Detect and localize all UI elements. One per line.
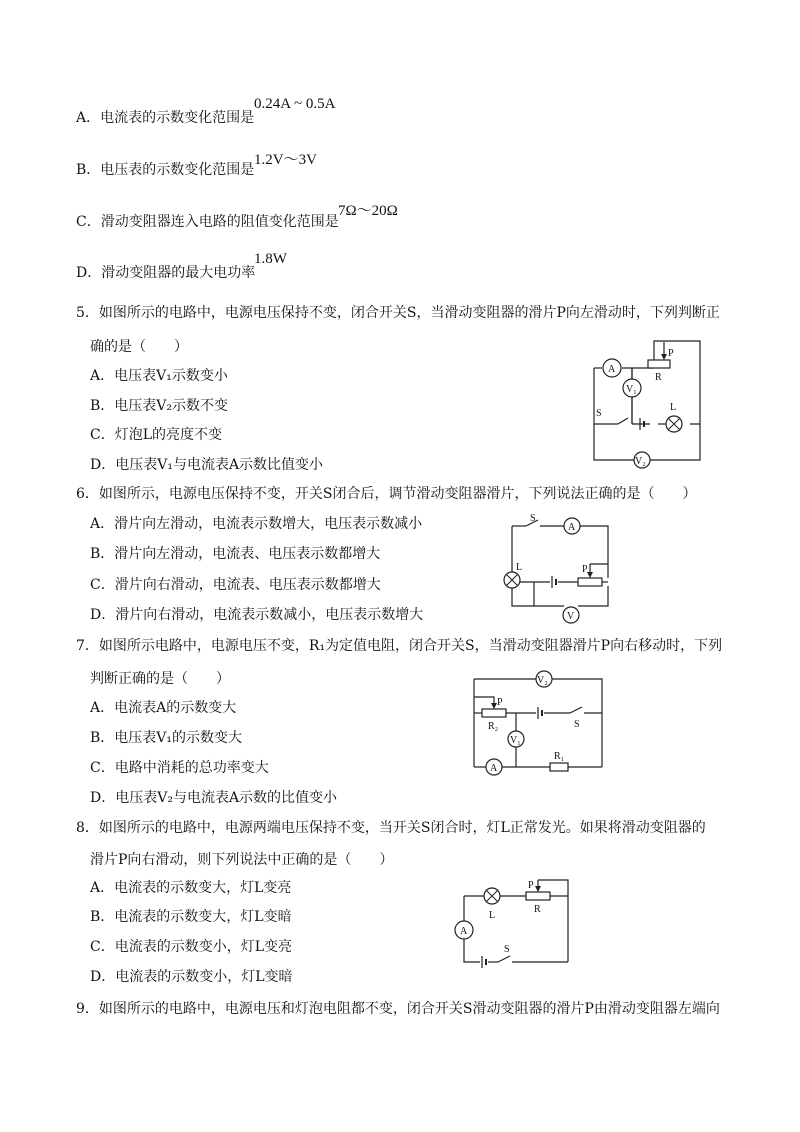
- resistor-label: R₁: [554, 751, 565, 762]
- question-8-option-a: A．电流表的示数变大，灯L变亮: [90, 880, 292, 896]
- rheostat-icon: [578, 578, 602, 586]
- resistor-icon: [550, 763, 568, 771]
- rheostat-label: R: [534, 904, 541, 915]
- voltmeter-v2-label: V₂: [537, 675, 548, 686]
- question-7-option-d: D．电压表V₂与电流表A示数的比值变小: [90, 790, 338, 806]
- rheostat-label: R: [655, 372, 662, 383]
- option-b-value: 1.2V～3V: [254, 152, 317, 168]
- question-8-stem-cont: 滑片P向右滑动，则下列说法中正确的是（ ）: [90, 852, 394, 868]
- question-5-option-a: A．电压表V₁示数变小: [90, 368, 228, 384]
- question-7-stem-cont: 判断正确的是（ ）: [90, 671, 230, 687]
- question-8-option-c: C．电流表的示数变小，灯L变亮: [90, 939, 293, 955]
- rheostat-label: R₂: [488, 721, 499, 732]
- question-6-option-a: A．滑片向左滑动，电流表示数增大，电压表示数减小: [90, 516, 423, 532]
- switch-label: S: [530, 513, 536, 524]
- question-5-stem: 5．如图所示的电路中，电源电压保持不变，闭合开关S，当滑动变阻器的滑片P向左滑动时，下列判断正: [76, 305, 720, 321]
- question-7-option-c: C．电路中消耗的总功率变大: [90, 760, 269, 776]
- slider-label: P: [582, 564, 588, 575]
- question-6-circuit-diagram: [504, 510, 616, 628]
- question-7-option-a: A．电流表A的示数变大: [90, 700, 237, 716]
- slider-label: P: [668, 348, 674, 359]
- question-5-option-d: D．电压表V₁与电流表A示数比值变小: [90, 457, 324, 473]
- voltmeter-v2-label: V₂: [635, 456, 646, 467]
- lamp-label: L: [670, 402, 677, 413]
- ammeter-label: A: [490, 763, 498, 774]
- slider-label: P: [528, 880, 534, 891]
- option-c: C．滑动变阻器连入电路的阻值变化范围是: [76, 214, 339, 230]
- option-b: B．电压表的示数变化范围是: [76, 162, 255, 178]
- question-8-stem: 8．如图所示的电路中，电源两端电压保持不变，当开关S闭合时，灯L正常发光。如果将滑动变阻器的: [76, 820, 706, 836]
- question-6-option-b: B．滑片向左滑动，电流表、电压表示数都增大: [90, 546, 381, 562]
- question-5-circuit-diagram: [588, 338, 710, 470]
- question-8-circuit-diagram: [450, 874, 578, 970]
- ammeter-label: A: [568, 522, 576, 533]
- slider-label: P: [497, 697, 503, 708]
- question-5-option-c: C．灯泡L的亮度不变: [90, 427, 223, 443]
- option-d: D．滑动变阻器的最大电功率: [76, 265, 256, 281]
- lamp-label: L: [489, 910, 496, 921]
- ammeter-label: A: [460, 926, 468, 937]
- question-6-stem: 6．如图所示，电源电压保持不变，开关S闭合后，调节滑动变阻器滑片，下列说法正确的是（ ）: [76, 486, 697, 502]
- question-7-option-b: B．电压表V₁的示数变大: [90, 730, 243, 746]
- option-d-value: 1.8W: [254, 251, 287, 267]
- question-7-circuit-diagram: [470, 665, 608, 780]
- voltmeter-v1-label: V₁: [510, 735, 521, 746]
- ammeter-label: A: [608, 364, 616, 375]
- switch-label: S: [596, 408, 602, 419]
- question-6-option-c: C．滑片向右滑动，电流表、电压表示数都增大: [90, 577, 381, 593]
- switch-label: S: [574, 719, 580, 730]
- option-a: A．电流表的示数变化范围是: [76, 110, 255, 126]
- question-5-option-b: B．电压表V₂示数不变: [90, 398, 229, 414]
- lamp-label: L: [516, 562, 523, 573]
- voltmeter-label: V: [567, 611, 575, 622]
- rheostat-icon: [526, 892, 550, 900]
- question-8-option-d: D．电流表的示数变小，灯L变暗: [90, 969, 293, 985]
- voltmeter-v1-label: V₁: [626, 384, 637, 395]
- question-8-option-b: B．电流表的示数变大，灯L变暗: [90, 909, 292, 925]
- question-5-stem-cont: 确的是（ ）: [90, 339, 188, 355]
- option-a-value: 0.24A ~ 0.5A: [254, 96, 336, 112]
- rheostat-icon: [482, 709, 506, 717]
- switch-label: S: [504, 944, 510, 955]
- rheostat-icon: [648, 360, 670, 368]
- question-7-stem: 7．如图所示电路中，电源电压不变，R₁为定值电阻，闭合开关S，当滑动变阻器滑片P向右移动时，下列: [76, 638, 723, 654]
- option-c-value: 7Ω～20Ω: [338, 203, 398, 219]
- question-9-stem: 9．如图所示的电路中，电源电压和灯泡电阻都不变，闭合开关S滑动变阻器的滑片P由滑动变阻器左端向: [76, 1001, 720, 1017]
- question-6-option-d: D．滑片向右滑动，电流表示数减小，电压表示数增大: [90, 607, 424, 623]
